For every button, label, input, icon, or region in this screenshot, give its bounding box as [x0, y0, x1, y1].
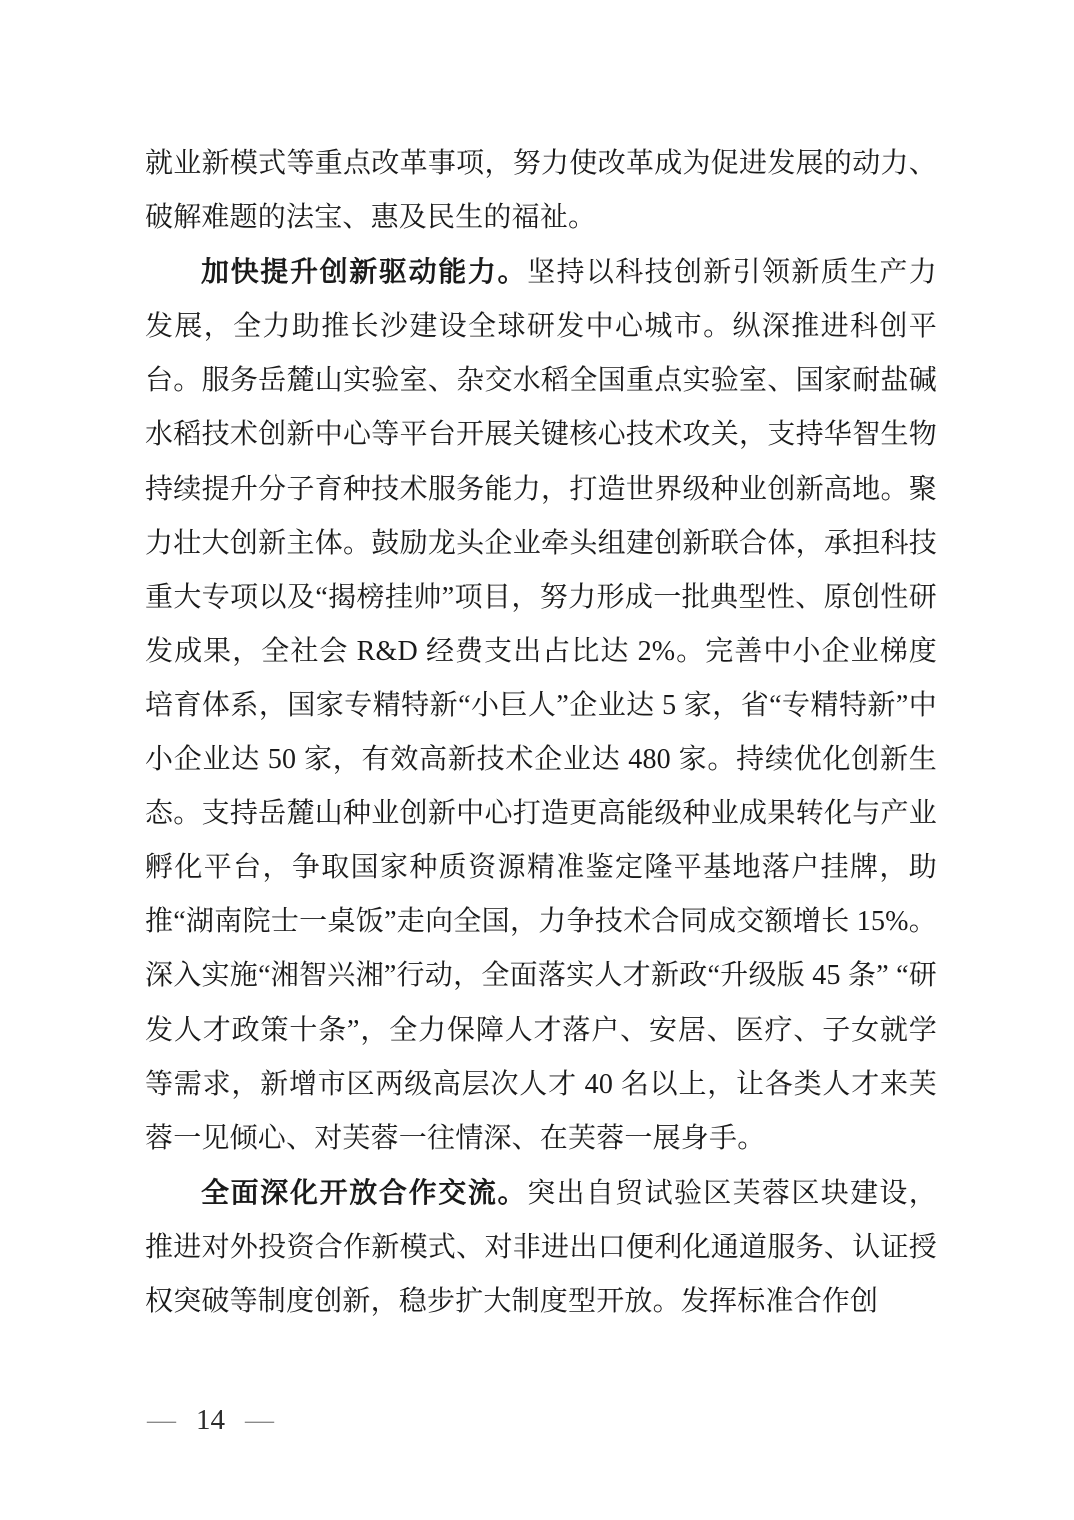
- footer-dash-right: —: [245, 1404, 274, 1436]
- document-body: [145, 137, 937, 1329]
- paragraph-lead: 全面深化开放合作交流。: [201, 1176, 528, 1208]
- paragraph: 就业新模式等重点改革事项，努力使改革成为促进发展的动力、破解难题的法宝、惠及民生的福祉。: [145, 148, 937, 234]
- paragraph: 加快提升创新驱动能力。坚持以科技创新引领新质生产力发展，全力助推长沙建设全球研发中心城市。纵深推进科创平台。服务岳麓山实验室、杂交水稻全国重点实验室、国家耐盐碱水稻技术创新中心等平台开展关键核心技术攻关，支持华智生物持续提升分子育种技术服务能力，打造世界级种业创新高地。聚力壮大创新主体。鼓励龙头企业牵头组建创新联合体，承担科技重大专项以及“揭榜挂帅”项目，努力形成一批典型性、原创性研发成果，全社会 R&D 经费支出占比达 2%。完善中小企业梯度培育体系，国家专精特新“小巨人”企业达 5 家，省“专精特新”中小企业达 50 家，有效高新技术企业达 480 家。持续优化创新生态。支持岳麓山种业创新中心打造更高能级种业成果转化与产业孵化平台，争取国家种质资源精准鉴定隆平基地落户挂牌，助推“湖南院士一桌饭”走向全国，力争技术合同成交额增长 15%。深入实施“湘智兴湘”行动，全面落实人才新政“升级版 45 条” “研发人才政策十条”，全力保障人才落户、安居、医疗、子女就学等需求，新增市区两级高层次人才 40 名以上，让各类人才来芙蓉一见倾心、对芙蓉一往情深、在芙蓉一展身手。: [145, 256, 937, 1154]
- footer-dash-left: —: [147, 1404, 176, 1436]
- paragraph-lead: 加快提升创新驱动能力。: [201, 256, 528, 288]
- page-footer: [147, 1403, 274, 1437]
- paragraph: 全面深化开放合作交流。突出自贸试验区芙蓉区块建设，推进对外投资合作新模式、对非进出口便利化通道服务、认证授权突破等制度创新，稳步扩大制度型开放。发挥标准合作创: [145, 1176, 937, 1317]
- page-number: 14: [196, 1404, 225, 1436]
